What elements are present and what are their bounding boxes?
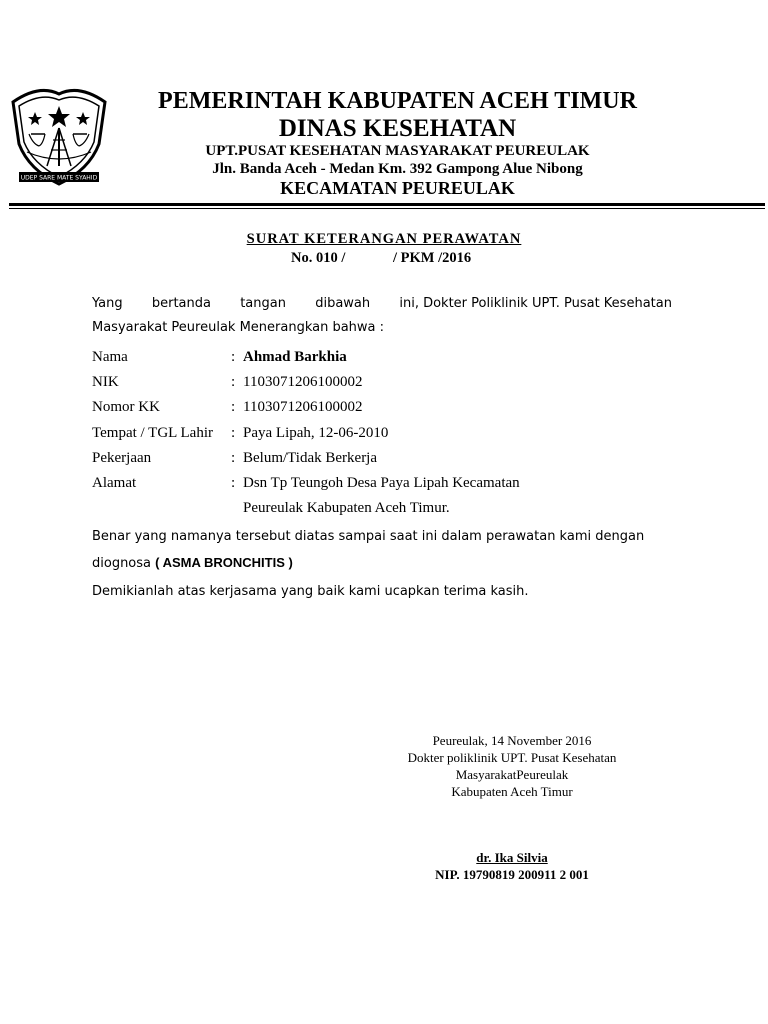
aceh-timur-emblem-icon [9,84,109,188]
signature-role-2: MasyarakatPeureulak [455,767,569,782]
signature-place-date: Peureulak, 14 November 2016 [432,733,592,748]
closing-paragraph: Demikianlah atas kerjasama yang baik kami ucapkan terima kasih. [92,584,529,599]
district-name: KECAMATAN PEUREULAK [280,178,515,198]
letter-number-suffix: / PKM /2016 [393,250,472,266]
unit-name: UPT.PUSAT KESEHATAN MASYARAKAT PEUREULAK [205,143,590,159]
signatory-nip: NIP. 19790819 200911 2 001 [435,867,589,882]
intro-line-1: Yang bertanda tangan dibawah ini, Dokter Poliklinik UPT. Pusat Kesehatan [92,296,672,311]
office-address: Jln. Banda Aceh - Medan Km. 392 Gampong Alue Nibong [212,161,583,177]
letter-page: UDEP SARE MATE SYAHID PEMERINTAH KABUPATEN ACEH TIMUR DINAS KESEHATAN UPT.PUSAT KESEHATAN MASYARAKAT PEUREULAK Jln. Banda Aceh - Medan Km. 392 Gampong Alue Nibong KECAMATAN PEUREULAK SURAT KETERANGAN PERAWATAN No. 010 / / PKM /2016 Yang bertanda tangan dibawah ini, Dokter Poliklinik UPT. Pusat Kesehatan Masyarakat Peureulak Menerangkan bahwa : Nama : Ahmad Barkhia NIK : 1103071206100002 Nomor KK : 1103071206100002 Tempat / TGL Lahir : Paya Lipah, 12-06-2010 Pekerjaan : Belum/Tidak Berkerja Alamat : Dsn Tp Teungoh Desa Paya Lipah Kecamatan Peureulak Kabupaten Aceh Timur. Benar yang namanya tersebut diatas sampai saat ini dalam perawatan kami dengan diognosa ( ASMA BRONCHITIS ) Demikianlah atas kerjasama yang baik kami ucapkan terima kasih. Peureulak, 14 November 2016 Dokter poliklinik UPT. Pusat Kesehatan MasyarakatPeureulak Kabupaten Aceh Timur dr. Ika Silvia NIP. 19790819 200911 2 001 [0,0,768,1024]
header-rule-thick [9,203,765,206]
signature-role-1: Dokter poliklinik UPT. Pusat Kesehatan [407,750,617,765]
department-title: DINAS KESEHATAN [278,115,517,142]
header-rule-thin [9,208,765,209]
intro-line-2: Masyarakat Peureulak Menerangkan bahwa : [92,320,385,335]
signature-role-3: Kabupaten Aceh Timur [451,784,573,799]
statement-line-1: Benar yang namanya tersebut diatas sampai saat ini dalam perawatan kami dengan [92,529,645,544]
signatory-name: dr. Ika Silvia [476,850,548,865]
diagnosis: ( ASMA BRONCHITIS ) [155,555,293,570]
government-title: PEMERINTAH KABUPATEN ACEH TIMUR [158,88,637,114]
letter-title: SURAT KETERANGAN PERAWATAN [246,231,522,247]
signatory [380,849,644,883]
svg-text:UDEP SARE MATE SYAHID: UDEP SARE MATE SYAHID [20,174,98,182]
patient-name: Ahmad Barkhia [243,349,347,365]
intro-paragraph [92,292,672,340]
letter-number-prefix: No. 010 / [291,250,346,266]
statement-line-2: diognosa ( ASMA BRONCHITIS ) [92,555,293,571]
statement-paragraph [92,524,672,577]
